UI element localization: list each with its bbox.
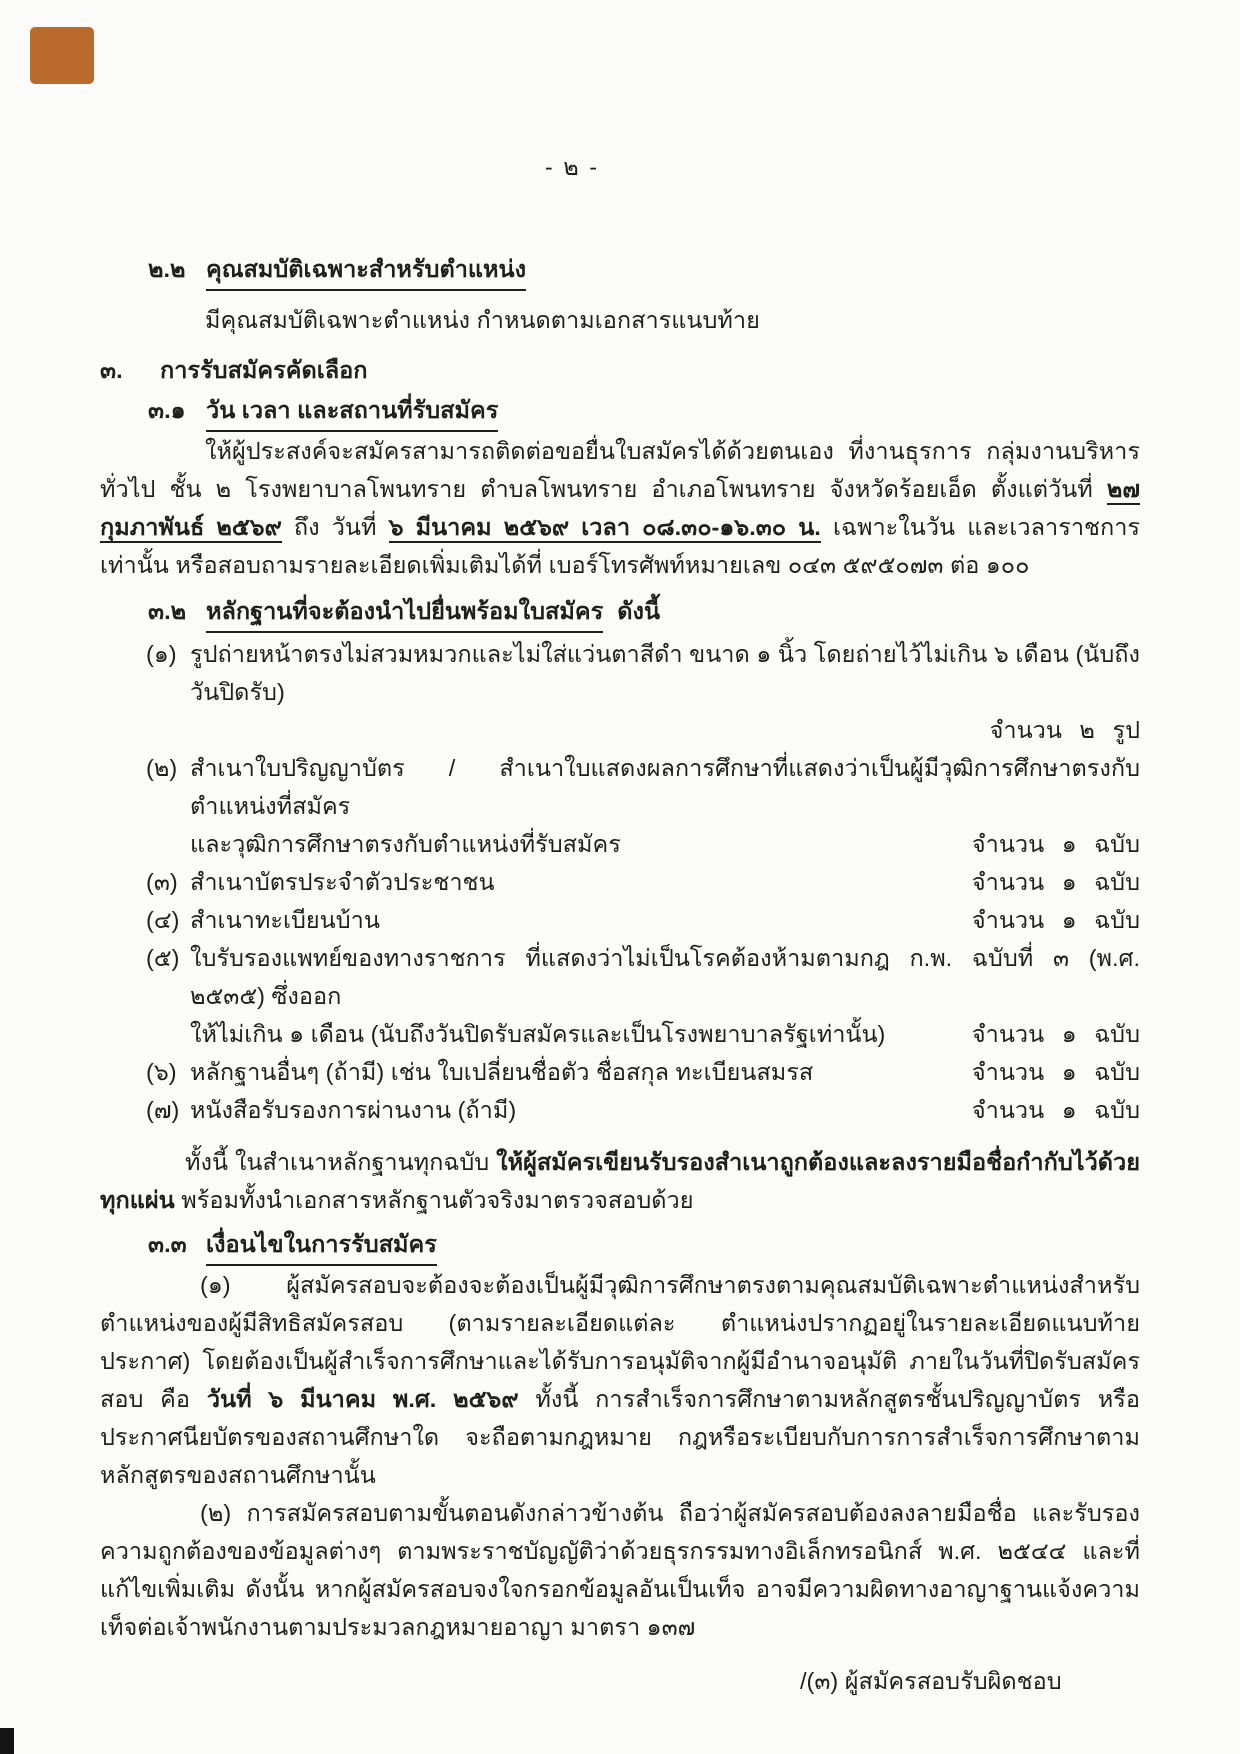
item-text: หนังสือรับรองการผ่านงาน (ถ้ามี) [190,1097,517,1123]
item-text: และวุฒิการศึกษาตรงกับตำแหน่งที่รับสมัคร [190,831,621,857]
scan-edge-black-mark [0,1728,14,1754]
condition-item-2 [100,1494,1140,1646]
item-count: จำนวน ๑ ฉบับ [971,1097,1140,1123]
item-text: หลักฐานอื่นๆ (ถ้ามี) เช่น ใบเปลี่ยนชื่อตัว ชื่อสกุล ทะเบียนสมรส [190,1059,814,1085]
item-count: จำนวน ๑ ฉบับ [971,1059,1140,1085]
section-3-3-heading [148,1225,1140,1266]
section-2-2-body: มีคุณสมบัติเฉพาะตำแหน่ง กำหนดตามเอกสารแนบท้าย [205,307,760,333]
section-2-2-heading [148,250,1140,291]
text-run: การสมัครสอบตามขั้นตอนดังกล่าวข้างต้น ถือว่าผู้สมัครสอบต้องลงลายมือชื่อ และรับรองความถูกต้องของข้อมูลต่างๆ ตามพระราชบัญญัติว่าด้วยธุรกรรมทางอิเล็กทรอนิกส์ พ.ศ. ๒๕๔๔ และที่แก้ไขเพิ่มเติม ดังนั้น หากผู้สมัครสอบจงใจกรอกข้อมูลอันเป็นเท็จ อาจมีความผิดทางอาญาฐานแจ้งความเท็จต่อเจ้าพนักงานตามประมวลกฎหมายอาญา มาตรา ๑๓๗ [100,1500,1140,1640]
section-3-heading [100,351,1140,389]
item-number: (๕) [146,945,180,971]
item-text: สำเนาบัตรประจำตัวประชาชน [190,869,495,895]
section-3-2-heading [148,592,1140,633]
section-3-3-title: เงื่อนไขในการรับสมัคร [206,1225,437,1266]
item-number: (๑) [146,641,177,667]
item-count: จำนวน ๑ ฉบับ [971,869,1140,895]
closing-date-bold: วันที่ ๖ มีนาคม พ.ศ. ๒๕๖๙ [206,1386,519,1412]
item-number: (๑) [200,1272,231,1298]
text-run: ทั้งนี้ ในสำเนาหลักฐานทุกฉบับ [185,1149,497,1175]
text-run: ให้ผู้ประสงค์จะสมัครสามารถติดต่อขอยื่นใบสมัครได้ด้วยตนเอง ที่งานธุรการ กลุ่มงานบริหารทั่วไป ชั้น ๒ โรงพยาบาลโพนทราย ตำบลโพนทราย อำเภอโพนทราย จังหวัดร้อยเอ็ด ตั้งแต่วันที่ [100,438,1140,502]
start-date: ๒๗ กุมภาพันธ์ ๒๕๖๙ [100,476,1140,543]
section-3-1-heading [148,391,1140,432]
item-text: สำเนาใบปริญญาบัตร / สำเนาใบแสดงผลการศึกษาที่แสดงว่าเป็นผู้มีวุฒิการศึกษาตรงกับตำแหน่งที่สมัคร [190,755,1140,819]
item-number: (๒) [200,1500,232,1526]
section-3-3-number: ๓.๓ [148,1231,187,1257]
text-run: พร้อมทั้งนำเอกสารหลักฐานตัวจริงมาตรวจสอบด้วย [174,1187,694,1213]
item-text: ใบรับรองแพทย์ของทางราชการ ที่แสดงว่าไม่เป็นโรคต้องห้ามตามกฎ ก.พ. ฉบับที่ ๓ (พ.ศ. ๒๕๓๕) ซึ่งออก [190,945,1140,1009]
list-item [146,901,1140,939]
section-3-title: การรับสมัครคัดเลือก [160,357,368,383]
list-item [100,939,1140,1053]
item-number: (๗) [146,1097,180,1123]
item-count: จำนวน ๑ ฉบับ [971,1021,1140,1047]
list-item [100,749,1140,863]
list-item [146,863,1140,901]
application-period-paragraph [100,432,1140,584]
item-count: จำนวน ๑ ฉบับ [971,831,1140,857]
orange-scan-sticker-mark [30,27,94,84]
end-date-time: ๖ มีนาคม ๒๕๖๙ เวลา ๐๘.๓๐-๑๖.๓๐ น. [389,514,821,543]
section-3-2-number: ๓.๒ [148,598,187,624]
section-3-1-number: ๓.๑ [148,397,186,423]
item-text: รูปถ่ายหน้าตรงไม่สวมหมวกและไม่ใส่แว่นตาสีดำ ขนาด ๑ นิ้ว โดยถ่ายไว้ไม่เกิน ๖ เดือน (นับถึงวันปิดรับ) [190,641,1140,705]
text-run: ทั้งนี้ การสำเร็จการศึกษาตามหลักสูตรชั้นปริญญาบัตร หรือประกาศนียบัตรของสถานศึกษาใด จะถือตามกฎหมาย กฎหรือระเบียบกับการการสำเร็จการศึกษาตามหลักสูตรของสถานศึกษานั้น [100,1386,1140,1488]
item-count: จำนวน ๒ รูป [989,717,1140,743]
page-continuation-note: /(๓) ผู้สมัครสอบรับผิดชอบ [800,1668,1062,1694]
section-2-2-title: คุณสมบัติเฉพาะสำหรับตำแหน่ง [206,250,526,291]
certification-requirement-bold: ให้ผู้สมัครเขียนรับรองสำเนาถูกต้องและลงรายมือชื่อกำกับไว้ด้วยทุกแผ่น [100,1149,1140,1213]
item-text: ให้ไม่เกิน ๑ เดือน (นับถึงวันปิดรับสมัครและเป็นโรงพยาบาลรัฐเท่านั้น) [190,1021,886,1047]
list-item [146,1091,1140,1129]
item-number: (๓) [146,869,178,895]
item-count: จำนวน ๑ ฉบับ [971,907,1140,933]
item-number: (๔) [146,907,180,933]
section-3-2-title-suffix: ดังนี้ [617,598,661,624]
section-3-2-title: หลักฐานที่จะต้องนำไปยื่นพร้อมใบสมัคร [206,592,603,633]
required-documents-list [100,635,1140,1129]
section-3-number: ๓. [100,357,123,383]
text-run: ถึง วันที่ [281,514,389,540]
item-number: (๒) [146,755,178,781]
condition-item-1 [100,1266,1140,1494]
copies-certification-note [100,1143,1140,1219]
list-item [100,635,1140,749]
item-number: (๖) [146,1059,177,1085]
list-item [146,1053,1140,1091]
text-run: ผู้สมัครสอบจะต้องจะต้องเป็นผู้มีวุฒิการศึกษาตรงตามคุณสมบัติเฉพาะตำแหน่งสำหรับตำแหน่งของผู้มีสิทธิสมัครสอบ (ตามรายละเอียดแต่ละ ตำแหน่งปรากฏอยู่ในรายละเอียดแนบท้ายประกาศ) โดยต้องเป็นผู้สำเร็จการศึกษาและได้รับการอนุมัติจากผู้มีอำนาจอนุมัติ ภายในวันที่ปิดรับสมัครสอบ คือ [100,1272,1140,1412]
text-run: เฉพาะในวัน และเวลาราชการเท่านั้น หรือสอบถามรายละเอียดเพิ่มเติมได้ที่ เบอร์โทรศัพท์หมายเลข ๐๔๓ ๕๙๕๐๗๓ ต่อ ๑๐๐ [100,514,1141,578]
item-text: สำเนาทะเบียนบ้าน [190,907,380,933]
page-number: - ๒ - [544,154,600,180]
section-2-2-number: ๒.๒ [148,256,186,282]
section-3-1-title: วัน เวลา และสถานที่รับสมัคร [206,391,498,432]
